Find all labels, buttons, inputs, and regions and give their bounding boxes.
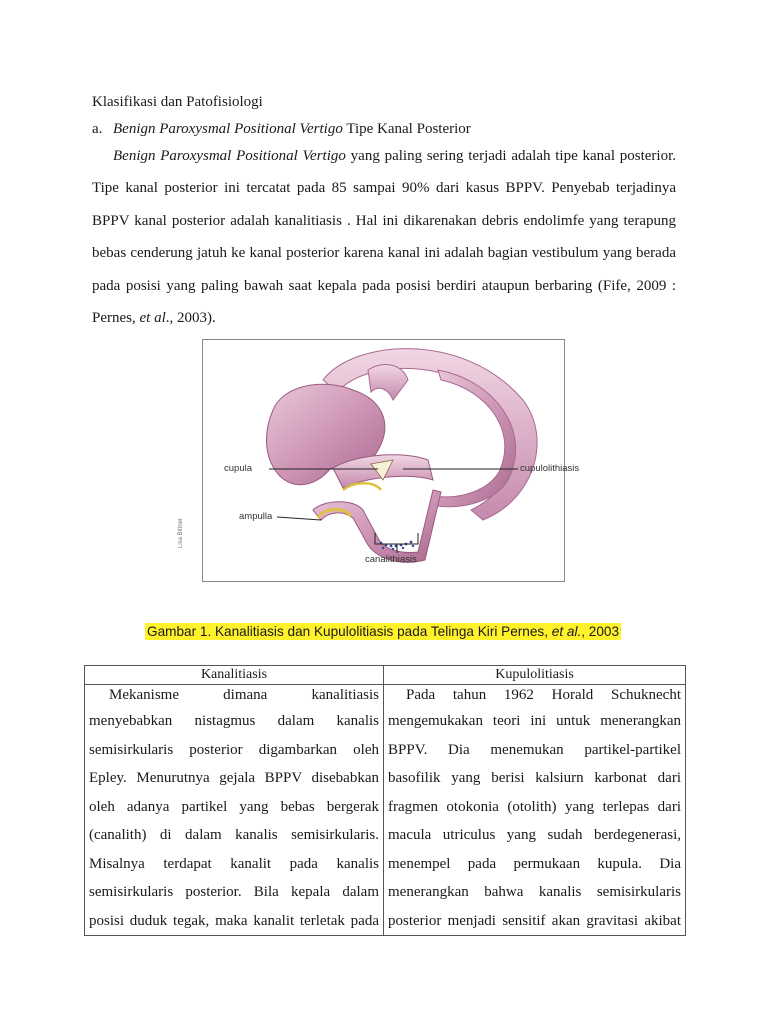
- cell-line: Pada tahun 1962 Horald Schuknecht: [406, 687, 681, 703]
- cell-line: fragmen otokonia (otolith) yang terlepas dari: [388, 798, 681, 815]
- paragraph-text: Pernes,: [92, 309, 140, 326]
- caption-text: Gambar 1. Kanalitiasis dan Kupulolitiasis pada Telinga Kiri Pernes,: [147, 624, 552, 639]
- cell-line: mengemukakan teori ini untuk menerangkan: [388, 713, 681, 729]
- label-cupulolithiasis: cupulolithiasis: [520, 463, 580, 474]
- table-header-row: [85, 666, 686, 685]
- cell-line: posterior menjadi sensitif akan gravitasi akibat: [388, 912, 681, 929]
- label-ampulla: ampulla: [239, 511, 273, 522]
- semicircular-canal-illustration: [203, 340, 566, 583]
- subheading-rest: Tipe Kanal Posterior: [342, 121, 471, 137]
- column-header: Kanalitiasis: [85, 666, 384, 685]
- cell-line: posisi duduk tegak, maka kanalit terletak pada: [89, 912, 379, 929]
- comparison-table: [84, 665, 686, 936]
- label-canalithiasis: canalithiasis: [365, 554, 417, 565]
- cell-line: Epley. Menurutnya gejala BPPV disebabkan: [89, 770, 379, 786]
- cell-line: Misalnya terdapat kanalit pada kanalis: [89, 855, 379, 872]
- label-cupula: cupula: [224, 463, 252, 474]
- cell-line: basofilik yang berisi kalsiurn karbonat dari: [388, 770, 681, 786]
- caption-end: , 2003: [581, 624, 620, 639]
- section-heading: Klasifikasi dan Patofisiologi: [92, 94, 263, 110]
- cell-line: BPPV. Dia menemukan partikel-partikel: [388, 741, 681, 758]
- cell-line: macula utriculus yang sudah berdegenerasi,: [388, 827, 681, 843]
- cell-line: oleh adanya partikel yang bebas bergerak: [89, 798, 379, 815]
- cell-line: semisirkularis posterior. Bila kepala dalam: [89, 884, 379, 900]
- paragraph-line: [92, 140, 676, 172]
- cell-line: menempel pada permukaan kupula. Dia: [388, 855, 681, 872]
- cell-line: semisirkularis posterior digambarkan oleh: [89, 741, 379, 758]
- paragraph-line: pada posisi yang paling bawah saat kepala pada posisi berdiri ataupun berbaring (Fife, 2009 :: [92, 277, 676, 294]
- list-letter: a.: [92, 121, 103, 137]
- cell-line: menyebabkan nistagmus dalam kanalis: [89, 713, 379, 729]
- subheading-italic: Benign Paroxysmal Positional Vertigo: [113, 121, 343, 137]
- paragraph-line: Tipe kanal posterior ini tercatat pada 85 sampai 90% dari kasus BPPV. Penyebab terjadinya: [92, 180, 676, 197]
- table-cell-kupulolitiasis: [384, 685, 686, 936]
- paragraph-text: ., 2003).: [165, 309, 216, 326]
- figure-credit: Lisa Bittner: [178, 517, 184, 548]
- table-row: [85, 685, 686, 936]
- paragraph-italic-term: Benign Paroxysmal Positional Vertigo: [113, 148, 346, 164]
- paragraph-line: bebas cenderung jatuh ke kanal posterior karena kanal ini adalah bagian vestibulum yang berada: [92, 245, 676, 262]
- paragraph-text: yang paling sering terjadi adalah tipe kanal posterior.: [345, 148, 676, 164]
- inner-ear-figure: [202, 339, 580, 582]
- table-cell-kanalitiasis: [85, 685, 384, 936]
- paragraph-line: [92, 302, 676, 334]
- body-paragraph: [92, 140, 676, 334]
- paragraph-italic-term: et al: [139, 309, 166, 326]
- cell-line: menerangkan bahwa kanalis semisirkularis: [388, 884, 681, 900]
- caption-italic: et al.: [551, 624, 582, 639]
- paragraph-line: BPPV kanal posterior adalah kanalitiasis . Hal ini dikarenakan debris endolimfe yang terapung: [92, 212, 676, 229]
- subsection-heading: [92, 121, 471, 138]
- cell-line: Mekanisme dimana kanalitiasis: [109, 687, 379, 703]
- cell-line: (canalith) di dalam kanalis semisirkularis.: [89, 827, 379, 843]
- figure-caption: [145, 623, 621, 640]
- column-header: Kupulolitiasis: [384, 666, 686, 685]
